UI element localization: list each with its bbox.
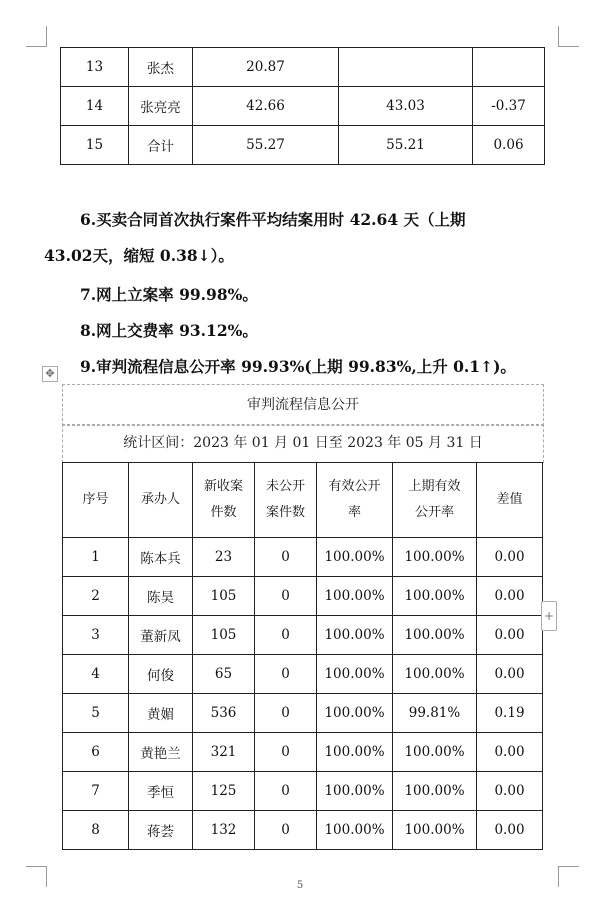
table-cell: 0.00 bbox=[477, 577, 543, 616]
stat-range: 统计区间：2023 年 01 月 01 日至 2023 年 05 月 31 日 bbox=[62, 424, 544, 463]
table-cell: 0 bbox=[255, 655, 317, 694]
table-cell: 105 bbox=[193, 616, 255, 655]
table-cell: 0.00 bbox=[477, 538, 543, 577]
case-duration-table bbox=[60, 47, 545, 165]
table-row bbox=[61, 87, 545, 126]
table-cell: 100.00% bbox=[393, 811, 477, 850]
table-cell: 陈本兵 bbox=[129, 538, 193, 577]
add-row-icon[interactable]: + bbox=[541, 601, 557, 631]
table-cell: 0.06 bbox=[473, 126, 545, 165]
table-cell: 张杰 bbox=[129, 48, 193, 87]
table-row bbox=[63, 538, 543, 577]
table-cell: 42.66 bbox=[193, 87, 339, 126]
table-cell: 0 bbox=[255, 772, 317, 811]
table-cell: 132 bbox=[193, 811, 255, 850]
table-cell: 0.19 bbox=[477, 694, 543, 733]
table-cell: 张亮亮 bbox=[129, 87, 193, 126]
table-cell: 季恒 bbox=[129, 772, 193, 811]
table-cell: 20.87 bbox=[193, 48, 339, 87]
table-cell: 55.27 bbox=[193, 126, 339, 165]
table-cell: 125 bbox=[193, 772, 255, 811]
table-cell: 100.00% bbox=[317, 772, 393, 811]
table-cell: 黄媚 bbox=[129, 694, 193, 733]
paragraph-9: 9.审判流程信息公开率 99.93%(上期 99.83%,上升 0.1↑)。 bbox=[80, 357, 516, 376]
header-cell: 差值 bbox=[477, 463, 543, 538]
table-cell: 黄艳兰 bbox=[129, 733, 193, 772]
table-cell: 董新凤 bbox=[129, 616, 193, 655]
table-cell: 65 bbox=[193, 655, 255, 694]
table-row bbox=[63, 811, 543, 850]
table-cell: 100.00% bbox=[393, 616, 477, 655]
table-cell: 3 bbox=[63, 616, 129, 655]
table-cell: 1 bbox=[63, 538, 129, 577]
table-cell: 0.00 bbox=[477, 772, 543, 811]
table-cell: -0.37 bbox=[473, 87, 545, 126]
header-cell: 承办人 bbox=[129, 463, 193, 538]
table-cell: 100.00% bbox=[317, 616, 393, 655]
table-cell: 2 bbox=[63, 577, 129, 616]
table-cell: 100.00% bbox=[393, 577, 477, 616]
table-row bbox=[61, 48, 545, 87]
page-corner-top-right bbox=[558, 26, 579, 47]
table-cell: 5 bbox=[63, 694, 129, 733]
table-row bbox=[61, 126, 545, 165]
table-cell: 14 bbox=[61, 87, 129, 126]
table-cell: 0 bbox=[255, 577, 317, 616]
table-cell: 0.00 bbox=[477, 811, 543, 850]
table-cell: 15 bbox=[61, 126, 129, 165]
table-cell: 100.00% bbox=[393, 538, 477, 577]
table-cell: 0.00 bbox=[477, 655, 543, 694]
page-corner-top-left bbox=[26, 26, 47, 47]
table-row bbox=[63, 772, 543, 811]
header-cell: 未公开 案件数 bbox=[255, 463, 317, 538]
paragraph-7: 7.网上立案率 99.98%。 bbox=[80, 285, 258, 304]
table-cell: 6 bbox=[63, 733, 129, 772]
table-cell: 100.00% bbox=[317, 577, 393, 616]
header-cell: 序号 bbox=[63, 463, 129, 538]
move-arrows-icon[interactable]: ✥ bbox=[42, 366, 58, 382]
table-cell: 7 bbox=[63, 772, 129, 811]
disclosure-rate-table bbox=[62, 462, 543, 850]
table-cell: 100.00% bbox=[317, 538, 393, 577]
table-cell: 0 bbox=[255, 538, 317, 577]
table-row bbox=[63, 577, 543, 616]
table-cell: 0 bbox=[255, 811, 317, 850]
table-cell bbox=[339, 48, 473, 87]
table-cell: 321 bbox=[193, 733, 255, 772]
table-cell: 536 bbox=[193, 694, 255, 733]
table-cell: 105 bbox=[193, 577, 255, 616]
table-cell: 100.00% bbox=[317, 733, 393, 772]
table-row bbox=[63, 733, 543, 772]
table-cell: 0.00 bbox=[477, 616, 543, 655]
table-cell: 13 bbox=[61, 48, 129, 87]
header-cell: 新收案 件数 bbox=[193, 463, 255, 538]
table-cell: 何俊 bbox=[129, 655, 193, 694]
table-cell: 100.00% bbox=[393, 733, 477, 772]
table-cell: 0 bbox=[255, 616, 317, 655]
table-cell: 100.00% bbox=[317, 694, 393, 733]
table-cell: 100.00% bbox=[393, 772, 477, 811]
table-cell: 100.00% bbox=[393, 655, 477, 694]
table-cell bbox=[473, 48, 545, 87]
table-cell: 55.21 bbox=[339, 126, 473, 165]
table-cell: 43.03 bbox=[339, 87, 473, 126]
table-header-row bbox=[63, 463, 543, 538]
paragraph-8: 8.网上交费率 93.12%。 bbox=[80, 321, 258, 340]
table-cell: 4 bbox=[63, 655, 129, 694]
table-cell: 0 bbox=[255, 694, 317, 733]
page-number: 5 bbox=[296, 880, 304, 891]
table-cell: 0.00 bbox=[477, 733, 543, 772]
table-cell: 蒋荟 bbox=[129, 811, 193, 850]
header-cell: 有效公开 率 bbox=[317, 463, 393, 538]
table-cell: 8 bbox=[63, 811, 129, 850]
paragraph-6-line-1: 6.买卖合同首次执行案件平均结案用时 42.64 天（上期 bbox=[80, 210, 466, 229]
table-cell: 23 bbox=[193, 538, 255, 577]
table-cell: 100.00% bbox=[317, 655, 393, 694]
table-cell: 99.81% bbox=[393, 694, 477, 733]
table-row bbox=[63, 694, 543, 733]
table-title: 审判流程信息公开 bbox=[62, 384, 544, 426]
table-row bbox=[63, 655, 543, 694]
table-cell: 合计 bbox=[129, 126, 193, 165]
table-cell: 0 bbox=[255, 733, 317, 772]
table-row bbox=[63, 616, 543, 655]
table-cell: 100.00% bbox=[317, 811, 393, 850]
header-cell: 上期有效 公开率 bbox=[393, 463, 477, 538]
table-cell: 陈昊 bbox=[129, 577, 193, 616]
paragraph-6-line-2: 43.02天，缩短 0.38↓）。 bbox=[44, 246, 234, 265]
